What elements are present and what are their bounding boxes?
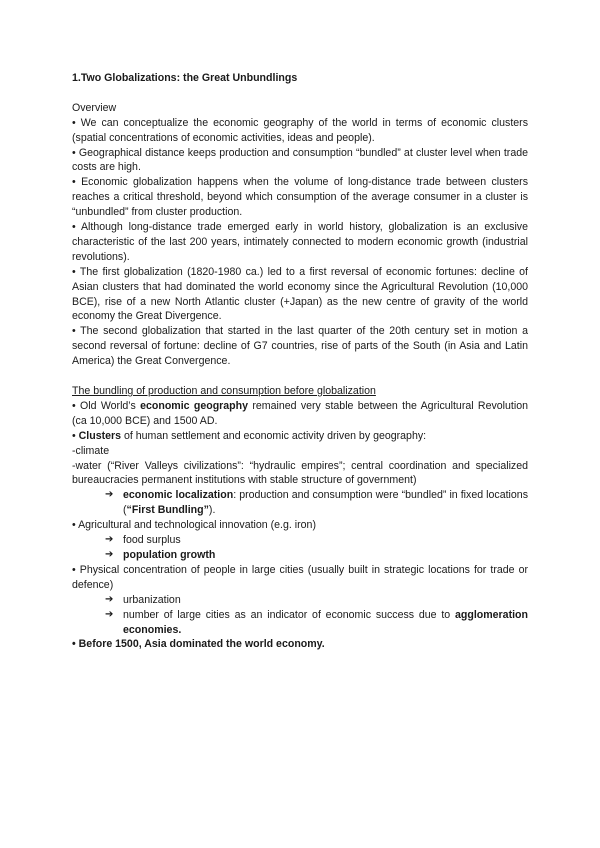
arrow-icon: ➔ — [105, 593, 114, 605]
localization-mid: : production and consumption were “bundled” in fixed locations ( — [123, 489, 528, 517]
localization-bold: economic localization — [123, 489, 234, 502]
overview-bullet-1: • We can conceptualize the economic geography of the world in terms of economic clusters (spatial concentrations of economic activities, ideas and people). — [72, 116, 528, 144]
arrow-icon: ➔ — [105, 608, 114, 620]
urbanization-text: urbanization — [123, 593, 181, 606]
arrow-icon: ➔ — [105, 489, 114, 501]
blank-line — [72, 86, 528, 101]
clusters-bold: Clusters — [78, 429, 122, 442]
arrow-icon: ➔ — [105, 548, 114, 560]
clusters-bullet — [72, 429, 528, 444]
old-world-post: remained very stable between the Agricultural Revolution (ca 10,000 BCE) and 1500 AD. — [72, 399, 528, 427]
overview-bullet-5: • The first globalization (1820-1980 ca.) led to a first reversal of economic fortunes: decline of Asian clusters that had dominated the world economy since the Agricultural Revolution (10,000 BCE), rise of a new North Atlantic cluster (+Japan) as the new centre of gravity of the world economy the Great Divergence. — [72, 265, 528, 323]
section-title: 1.Two Globalizations: the Great Unbundlings — [72, 72, 298, 84]
asia-bullet — [72, 637, 528, 652]
localization-post: ). — [208, 504, 216, 517]
large-cities-text — [123, 608, 528, 638]
arrow-item-population-growth — [72, 548, 528, 563]
overview-bullet-2: • Geographical distance keeps production and consumption “bundled” at cluster level when trade costs are high. — [72, 146, 528, 174]
old-world-bold: economic geography — [140, 399, 249, 412]
clusters-post: of human settlement and economic activity driven by geography: — [121, 429, 427, 442]
agricultural-bullet: • Agricultural and technological innovation (e.g. iron) — [72, 519, 316, 532]
first-bundling-bold: “First Bundling” — [126, 504, 209, 517]
overview-bullet-6: • The second globalization that started in the last quarter of the 20th century set in motion a second reversal of fortune: decline of G7 countries, rise of parts of the South (in Asia and Latin America) the Great Convergence. — [72, 325, 528, 368]
food-surplus-text: food surplus — [123, 534, 181, 547]
old-world-bullet — [72, 399, 528, 429]
agglomeration-bold: agglomeration economies. — [123, 608, 528, 636]
overview-bullet-4: • Although long-distance trade emerged early in world history, globalization is an exclusive characteristic of the last 200 years, intimately connected to modern economic growth (industrial revolutions). — [72, 221, 528, 263]
arrow-item-localization — [72, 488, 528, 518]
bundling-heading: The bundling of production and consumption before globalization — [72, 385, 376, 397]
localization-text — [123, 488, 528, 518]
climate-line: -climate — [72, 444, 110, 457]
arrow-item-urbanization — [72, 593, 528, 608]
blank-line — [72, 369, 528, 384]
arrow-icon: ➔ — [105, 534, 114, 546]
population-growth-text: population growth — [123, 548, 216, 561]
overview-heading: Overview — [72, 101, 117, 114]
old-world-pre: • Old World’s — [72, 399, 141, 412]
asia-bold: • Before 1500, Asia dominated the world economy. — [72, 638, 325, 651]
page-content — [72, 71, 528, 652]
physical-bullet: • Physical concentration of people in large cities (usually built in strategic locations for trade or defence) — [72, 563, 528, 591]
large-cities-pre: number of large cities as an indicator of economic success due to — [123, 608, 455, 621]
arrow-item-food-surplus — [72, 533, 528, 548]
water-line: -water (“River Valleys civilizations”: “hydraulic empires”; central coordination and specialized bureaucracies permanent institutions with stable structure of government) — [72, 459, 528, 487]
clusters-pre: • — [72, 429, 79, 442]
overview-bullet-3: • Economic globalization happens when the volume of long-distance trade between clusters reaches a critical threshold, beyond which consumption of the average consumer in a cluster is “unbundled” from cluster production. — [72, 176, 528, 219]
arrow-item-large-cities — [72, 608, 528, 638]
